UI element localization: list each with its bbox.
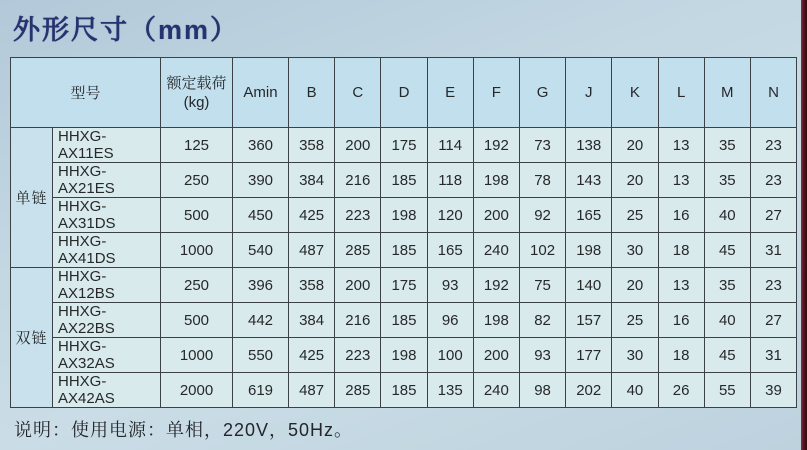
rated-load-cell: 1000 [161, 233, 233, 268]
dim-cell-G: 93 [519, 338, 565, 373]
dim-cell-L: 18 [658, 338, 704, 373]
dim-cell-E: 96 [427, 303, 473, 338]
dim-cell-E: 100 [427, 338, 473, 373]
dim-cell-B: 487 [289, 373, 335, 408]
dim-cell-L: 26 [658, 373, 704, 408]
model-cell: HHXG-AX12BS [53, 268, 161, 303]
table-row [11, 128, 797, 163]
dim-cell-B: 358 [289, 268, 335, 303]
column-header-dim-N: N [750, 58, 796, 128]
amin-cell: 390 [233, 163, 289, 198]
dim-cell-B: 384 [289, 303, 335, 338]
dim-cell-M: 35 [704, 268, 750, 303]
dim-cell-C: 216 [335, 303, 381, 338]
dim-cell-C: 223 [335, 198, 381, 233]
amin-cell: 360 [233, 128, 289, 163]
table-row [11, 268, 797, 303]
dim-cell-G: 92 [519, 198, 565, 233]
dim-cell-G: 78 [519, 163, 565, 198]
table-row [11, 338, 797, 373]
dim-cell-M: 55 [704, 373, 750, 408]
dim-cell-F: 198 [473, 163, 519, 198]
dim-cell-F: 192 [473, 128, 519, 163]
dim-cell-K: 25 [612, 303, 658, 338]
column-header-dim-J: J [566, 58, 612, 128]
dim-cell-K: 40 [612, 373, 658, 408]
dim-cell-B: 384 [289, 163, 335, 198]
dim-cell-D: 198 [381, 338, 427, 373]
amin-cell: 442 [233, 303, 289, 338]
dim-cell-G: 98 [519, 373, 565, 408]
dim-cell-C: 216 [335, 163, 381, 198]
dim-cell-N: 31 [750, 233, 796, 268]
amin-cell: 550 [233, 338, 289, 373]
dim-cell-B: 425 [289, 338, 335, 373]
column-header-dim-E: E [427, 58, 473, 128]
dim-cell-M: 45 [704, 338, 750, 373]
dim-cell-D: 175 [381, 128, 427, 163]
dim-cell-G: 82 [519, 303, 565, 338]
column-header-dim-G: G [519, 58, 565, 128]
rated-load-cell: 250 [161, 268, 233, 303]
dim-cell-C: 223 [335, 338, 381, 373]
dim-cell-B: 487 [289, 233, 335, 268]
dim-cell-L: 13 [658, 128, 704, 163]
dim-cell-M: 40 [704, 198, 750, 233]
dim-cell-G: 73 [519, 128, 565, 163]
column-header-dim-C: C [335, 58, 381, 128]
amin-cell: 540 [233, 233, 289, 268]
table-body [11, 128, 797, 408]
dim-cell-L: 18 [658, 233, 704, 268]
table-row [11, 163, 797, 198]
dim-cell-F: 240 [473, 233, 519, 268]
column-header-rated-load [161, 58, 233, 128]
dim-cell-L: 16 [658, 303, 704, 338]
dim-cell-D: 175 [381, 268, 427, 303]
dim-cell-J: 140 [566, 268, 612, 303]
model-cell: HHXG-AX11ES [53, 128, 161, 163]
column-header-dim-D: D [381, 58, 427, 128]
dim-cell-C: 200 [335, 128, 381, 163]
dim-cell-F: 200 [473, 338, 519, 373]
dim-cell-M: 40 [704, 303, 750, 338]
rated-load-cell: 250 [161, 163, 233, 198]
dim-cell-F: 192 [473, 268, 519, 303]
dim-cell-M: 35 [704, 128, 750, 163]
dim-cell-F: 240 [473, 373, 519, 408]
dimensions-table [10, 57, 797, 408]
dim-cell-D: 185 [381, 163, 427, 198]
dim-cell-D: 185 [381, 373, 427, 408]
dim-cell-K: 20 [612, 268, 658, 303]
dim-cell-G: 75 [519, 268, 565, 303]
row-group-label: 双链 [11, 268, 53, 408]
rated-load-cell: 125 [161, 128, 233, 163]
amin-cell: 450 [233, 198, 289, 233]
column-header-dim-K: K [612, 58, 658, 128]
dim-cell-J: 198 [566, 233, 612, 268]
dim-cell-N: 27 [750, 198, 796, 233]
dim-cell-J: 143 [566, 163, 612, 198]
rated-load-cell: 500 [161, 198, 233, 233]
column-header-dim-L: L [658, 58, 704, 128]
column-header-dim-M: M [704, 58, 750, 128]
dim-cell-M: 45 [704, 233, 750, 268]
dim-cell-N: 23 [750, 163, 796, 198]
amin-cell: 396 [233, 268, 289, 303]
dim-cell-E: 165 [427, 233, 473, 268]
dim-cell-K: 20 [612, 128, 658, 163]
dim-cell-B: 425 [289, 198, 335, 233]
dim-cell-B: 358 [289, 128, 335, 163]
table-row [11, 373, 797, 408]
dim-cell-C: 200 [335, 268, 381, 303]
column-header-dim-F: F [473, 58, 519, 128]
scan-edge-strip [801, 0, 807, 450]
column-header-amin: Amin [233, 58, 289, 128]
model-cell: HHXG-AX41DS [53, 233, 161, 268]
dim-cell-J: 202 [566, 373, 612, 408]
rated-load-cell: 1000 [161, 338, 233, 373]
dim-cell-L: 13 [658, 163, 704, 198]
dim-cell-K: 30 [612, 233, 658, 268]
dim-cell-L: 13 [658, 268, 704, 303]
dim-cell-G: 102 [519, 233, 565, 268]
dim-cell-N: 23 [750, 268, 796, 303]
dim-cell-N: 31 [750, 338, 796, 373]
model-cell: HHXG-AX22BS [53, 303, 161, 338]
model-cell: HHXG-AX42AS [53, 373, 161, 408]
dim-cell-L: 16 [658, 198, 704, 233]
rated-load-label-line2: (kg) [183, 93, 210, 111]
dim-cell-C: 285 [335, 233, 381, 268]
dim-cell-J: 138 [566, 128, 612, 163]
dim-cell-J: 177 [566, 338, 612, 373]
table-row [11, 233, 797, 268]
rated-load-cell: 500 [161, 303, 233, 338]
dim-cell-K: 25 [612, 198, 658, 233]
dim-cell-C: 285 [335, 373, 381, 408]
dim-cell-K: 30 [612, 338, 658, 373]
dim-cell-E: 118 [427, 163, 473, 198]
dim-cell-N: 27 [750, 303, 796, 338]
row-group-label: 单链 [11, 128, 53, 268]
dim-cell-E: 93 [427, 268, 473, 303]
table-row [11, 198, 797, 233]
dim-cell-N: 39 [750, 373, 796, 408]
dim-cell-F: 198 [473, 303, 519, 338]
dim-cell-D: 185 [381, 303, 427, 338]
rated-load-cell: 2000 [161, 373, 233, 408]
dim-cell-D: 185 [381, 233, 427, 268]
dim-cell-D: 198 [381, 198, 427, 233]
column-header-dim-B: B [289, 58, 335, 128]
dim-cell-F: 200 [473, 198, 519, 233]
model-cell: HHXG-AX32AS [53, 338, 161, 373]
model-cell: HHXG-AX31DS [53, 198, 161, 233]
dim-cell-J: 165 [566, 198, 612, 233]
model-cell: HHXG-AX21ES [53, 163, 161, 198]
table-row [11, 303, 797, 338]
header-row [11, 58, 797, 128]
dim-cell-J: 157 [566, 303, 612, 338]
column-header-model: 型号 [11, 58, 161, 128]
amin-cell: 619 [233, 373, 289, 408]
footnote: 说明：使用电源：单相，220V，50Hz。 [14, 420, 354, 440]
dim-cell-M: 35 [704, 163, 750, 198]
dim-cell-E: 120 [427, 198, 473, 233]
dim-cell-E: 114 [427, 128, 473, 163]
dim-cell-E: 135 [427, 373, 473, 408]
page-title: 外形尺寸（mm） [13, 15, 240, 45]
dim-cell-N: 23 [750, 128, 796, 163]
rated-load-label-line1: 额定载荷 [166, 74, 227, 92]
dim-cell-K: 20 [612, 163, 658, 198]
